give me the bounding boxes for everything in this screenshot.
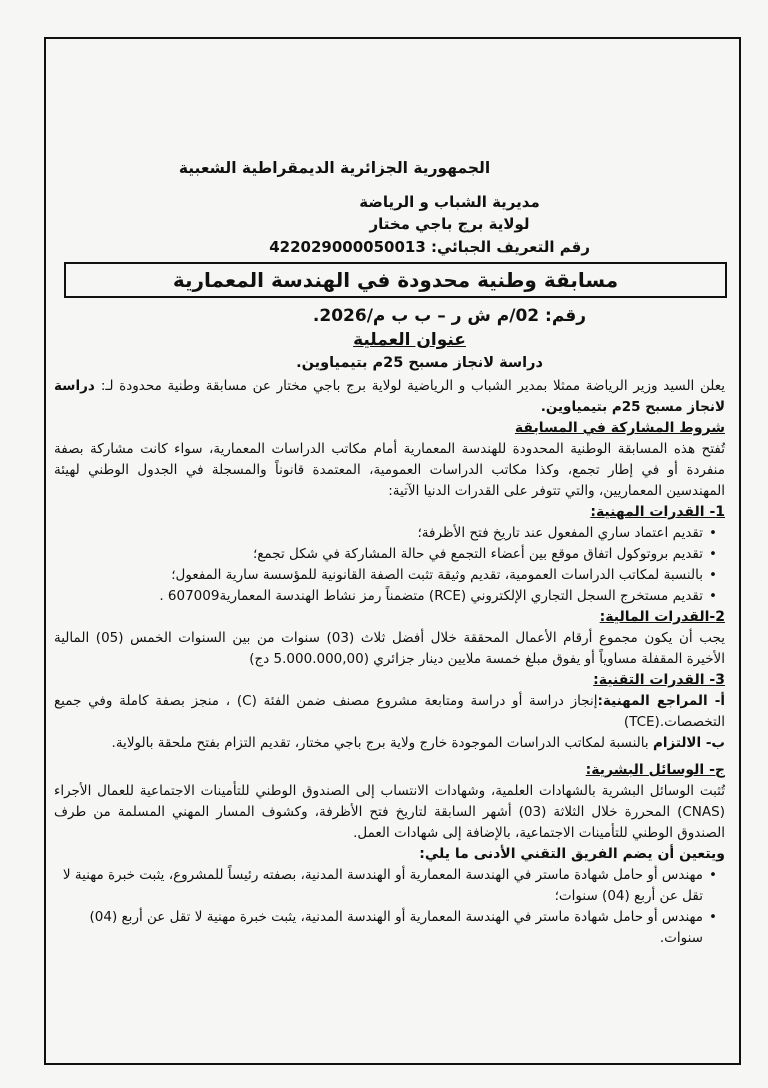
operation-title-text: عنوان العملية — [353, 330, 466, 350]
conditions-title-text: شروط المشاركة في المسابقة — [514, 420, 725, 436]
intro-paragraph — [54, 376, 725, 418]
commitment-text: بالنسبة لمكاتب الدراسات الموجودة خارج ولاية برج باجي مختار، تقديم التزام بفتح ملحقة بالولاية. — [111, 735, 653, 751]
financial-title — [54, 607, 725, 628]
competition-banner: مسابقة وطنية محدودة في الهندسة المعمارية — [64, 262, 727, 298]
intro-text: يعلن السيد وزير الرياضة ممثلا بمدير الشباب و الرياضية لولاية برج باجي مختار عن مسابقة وطنية محدودة لـ: — [100, 378, 725, 394]
tax-id: رقم التعريف الجبائي: 422029000050013 — [269, 238, 590, 256]
professional-list — [54, 523, 725, 607]
references-label: أ- المراجع المهنية: — [597, 693, 725, 709]
list-item: • تقديم بروتوكول اتفاق موقع بين أعضاء التجمع في حالة المشاركة في شكل تجمع؛ — [54, 544, 703, 565]
reference-number: رقم: 02/م ش ر – ب ب م/2026. — [312, 306, 587, 326]
list-item: • بالنسبة لمكاتب الدراسات العمومية، تقديم وثيقة تثبت الصفة القانونية للمؤسسة سارية المفعول؛ — [54, 565, 703, 586]
list-item: • مهندس أو حامل شهادة ماستر في الهندسة المعمارية أو الهندسة المدنية، يثبت خبرة مهنية لا تقل عن أربع (04) سنوات. — [54, 907, 703, 949]
financial-title-text: 2-القدرات المالية: — [599, 609, 725, 625]
wilaya-header: لولاية برج باجي مختار — [369, 215, 530, 233]
human-title-text: ج- الوسائل البشرية: — [585, 762, 725, 778]
republic-header: الجمهورية الجزائرية الديمقراطية الشعبية — [178, 159, 491, 177]
technical-title — [54, 670, 725, 691]
references-text: إنجاز دراسة أو دراسة ومتابعة مشروع مصنف ضمن الفئة (C) ، منجز بصفة كاملة وفي جميع التخصصات.(TCE) — [54, 693, 725, 730]
conditions-paragraph: تُفتح هذه المسابقة الوطنية المحدودة للهندسة المعمارية أمام مكاتب الدراسات المعمارية، سواء كانت مشاركة بصفة منفردة أو في إطار تجمع، وكذا مكاتب الدراسات العمومية، المعتمدة قانوناً والمسجلة في الجدول الوطني لهيئة المهندسين المعماريين، والتي تتوفر على القدرات الدنيا الآتية: — [54, 441, 725, 499]
professional-title — [54, 502, 725, 523]
human-paragraph: تُثبت الوسائل البشرية بالشهادات العلمية، وشهادات الانتساب إلى الصندوق الوطني للتأمينات الاجتماعية للعمال الأجراء (CNAS) المحررة خلال الثلاثة (03) أشهر السابقة لتاريخ فتح الأظرفة، وكشوف المسار المهني المسلمة من طرف الصندوق الوطني للتأمينات الاجتماعية، بالإضافة إلى شهادات العمل. — [54, 783, 725, 841]
human-title — [54, 760, 725, 781]
professional-title-text: 1- القدرات المهنية: — [590, 504, 725, 520]
commitment-label: ب- الالتزام — [652, 735, 725, 751]
document-frame — [44, 37, 741, 1065]
commitment-paragraph — [54, 733, 725, 754]
intro-subject: دراسة لانجاز مسبح 25م بتيمياوين. — [54, 378, 725, 415]
operation-title — [54, 328, 725, 352]
list-item: • مهندس أو حامل شهادة ماستر في الهندسة المعمارية أو الهندسة المدنية، بصفته رئيساً للمشروع، يثبت خبرة مهنية لا تقل عن أربع (04) سنوات؛ — [54, 865, 703, 907]
directorate-header: مديرية الشباب و الرياضة — [359, 193, 540, 211]
team-title: ويتعين أن يضم الفريق التقني الأدنى ما يلي: — [419, 846, 725, 862]
technical-title-text: 3- القدرات التقنية: — [593, 672, 725, 688]
document-body — [54, 157, 725, 949]
operation-subject: دراسة لانجاز مسبح 25م بتيمياوين. — [296, 355, 543, 371]
financial-paragraph: يجب أن يكون مجموع أرقام الأعمال المحققة خلال أفضل ثلاث (03) سنوات من بين السنوات الخمس (05) المالية الأخيرة المقفلة مساوياً أو يفوق مبلغ خمسة ملايين دينار جزائري (5.000.000,00 دج) — [54, 630, 726, 667]
conditions-title — [54, 418, 725, 439]
list-item: • تقديم اعتماد ساري المفعول عند تاريخ فتح الأظرفة؛ — [54, 523, 703, 544]
team-list — [54, 865, 725, 949]
list-item: • تقديم مستخرج السجل التجاري الإلكتروني (RCE) متضمناً رمز نشاط الهندسة المعمارية607009 . — [54, 586, 703, 607]
references-paragraph — [54, 691, 725, 733]
